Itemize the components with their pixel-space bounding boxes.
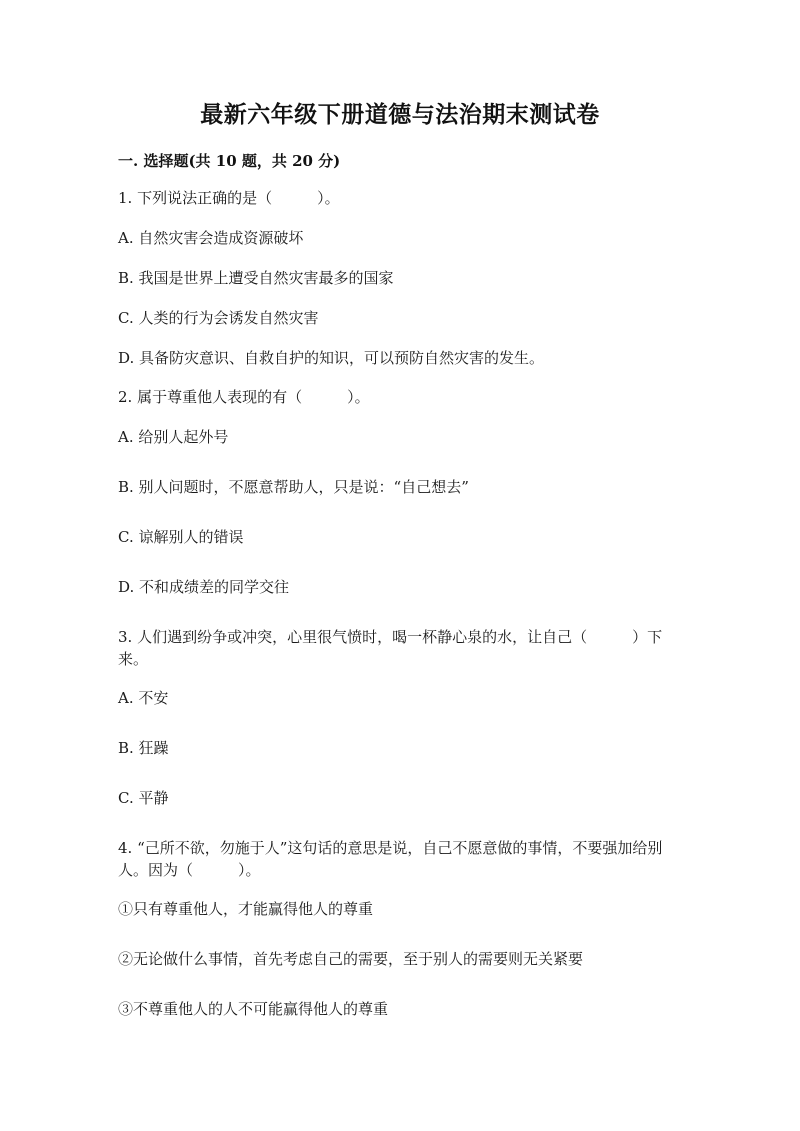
question-2-option-a: A. 给别人起外号 — [118, 428, 229, 446]
question-1-option-c: C. 人类的行为会诱发自然灾害 — [118, 309, 319, 327]
section-heading: 一. 选择题(共 10 题，共 20 分) — [118, 152, 341, 170]
page-title: 最新六年级下册道德与法治期末测试卷 — [200, 101, 600, 128]
question-2-option-d: D. 不和成绩差的同学交往 — [118, 578, 290, 596]
question-4-stem: 4. “己所不欲，勿施于人”这句话的意思是说，自己不愿意做的事情，不要强加给别人。因为（ ）。 — [118, 839, 663, 879]
question-1-option-d: D. 具备防灾意识、自救自护的知识，可以预防自然灾害的发生。 — [118, 349, 545, 367]
question-3-stem: 3. 人们遇到纷争或冲突，心里很气愤时，喝一杯静心泉的水，让自己（ ）下来。 — [118, 628, 663, 668]
question-3-option-b: B. 狂躁 — [118, 739, 169, 757]
question-1-stem: 1. 下列说法正确的是（ ）。 — [118, 189, 340, 207]
question-4-option-2: ②无论做什么事情，首先考虑自己的需要，至于别人的需要则无关紧要 — [118, 950, 584, 968]
question-2-stem: 2. 属于尊重他人表现的有（ ）。 — [118, 388, 370, 406]
question-2-option-b: B. 别人问题时，不愿意帮助人，只是说：“自己想去” — [118, 478, 469, 496]
question-2-option-c: C. 谅解别人的错误 — [118, 528, 244, 546]
question-3-option-a: A. 不安 — [118, 689, 169, 707]
question-4-option-1: ①只有尊重他人，才能赢得他人的尊重 — [118, 900, 374, 918]
question-4-option-3: ③不尊重他人的人不可能赢得他人的尊重 — [118, 1000, 389, 1018]
question-3-option-c: C. 平静 — [118, 789, 169, 807]
question-1-option-a: A. 自然灾害会造成资源破坏 — [118, 229, 304, 247]
question-1-option-b: B. 我国是世界上遭受自然灾害最多的国家 — [118, 269, 394, 287]
